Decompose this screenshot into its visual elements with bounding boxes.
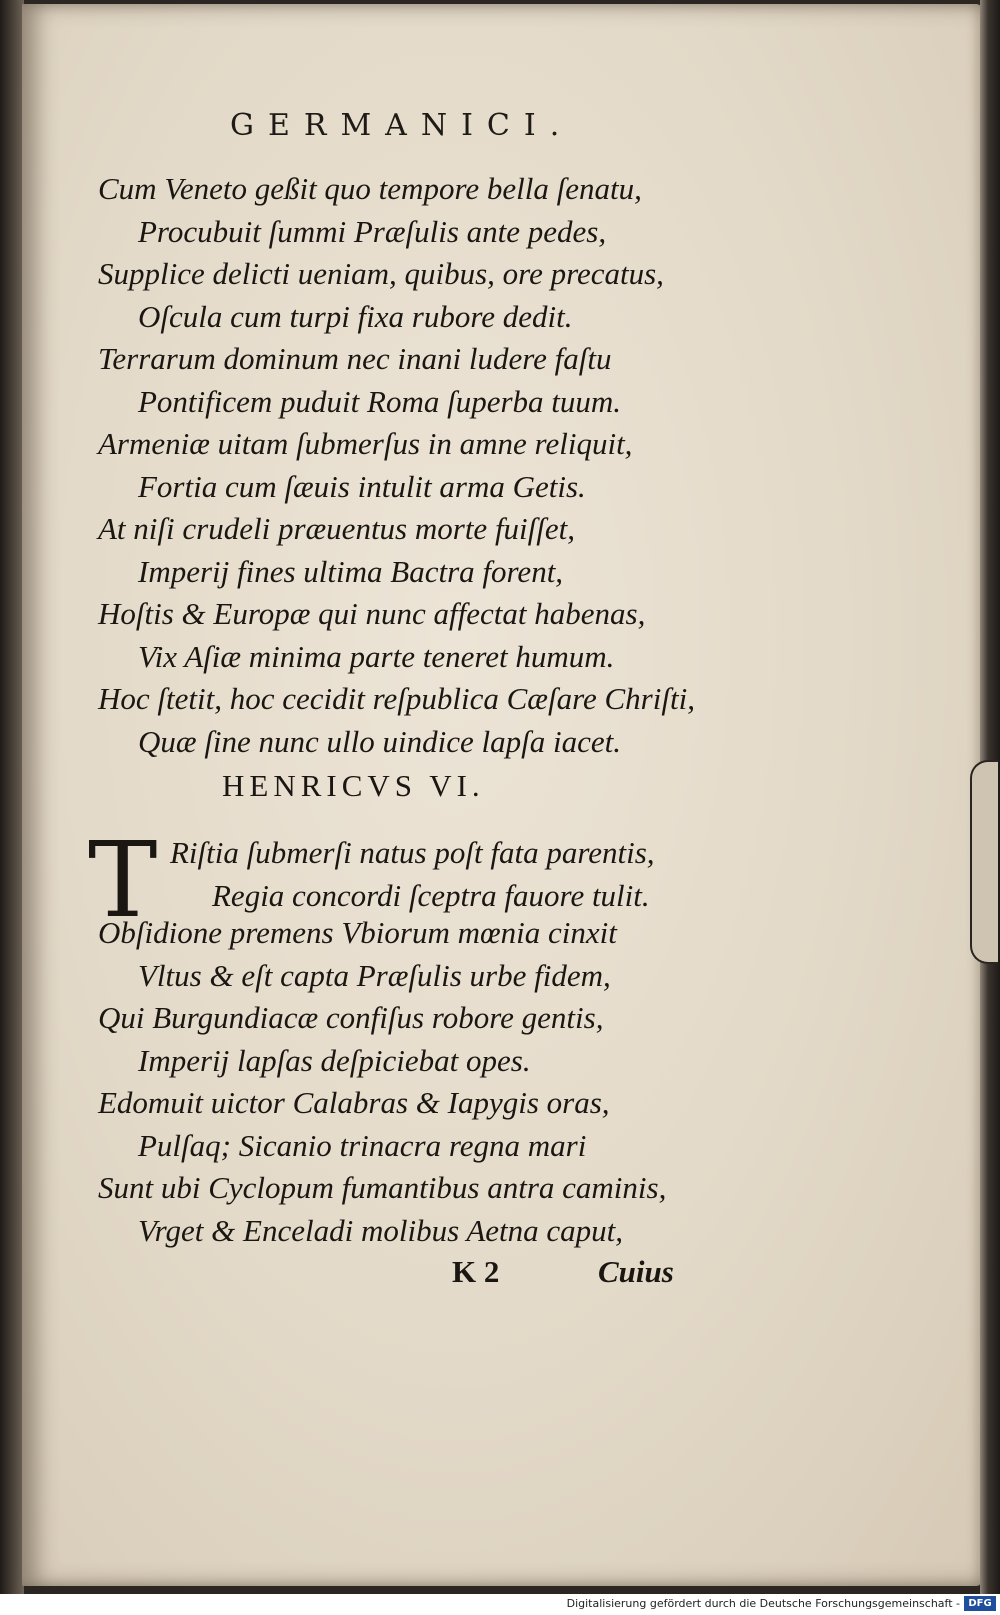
verse-line: Oſcula cum turpi fixa rubore dedit. — [138, 298, 573, 334]
catchword: Cuius — [598, 1254, 674, 1289]
verse-line: Terrarum dominum nec inani ludere faſtu — [98, 341, 612, 376]
verse-line: Pulſaq; Sicanio trinacra regna mari — [138, 1127, 587, 1163]
verse-line: Quæ ſine nunc ullo uindice lapſa iacet. — [138, 723, 621, 759]
verse-line: Vrget & Enceladi molibus Aetna caput, — [138, 1212, 624, 1248]
facing-page-edge — [0, 0, 24, 1594]
dfg-logo: DFG — [964, 1596, 996, 1611]
running-head: GERMANICI. — [230, 108, 574, 143]
verse-line: Sunt ubi Cyclopum fumantibus antra caminis, — [98, 1170, 667, 1205]
verse-line: Riſtia ſubmerſi natus poſt fata parentis, — [170, 835, 655, 870]
drop-cap: T — [88, 819, 158, 941]
verse-line: Pontificem puduit Roma ſuperba tuum. — [138, 383, 622, 419]
verse-line: Hoc ſtetit, hoc cecidit reſpublica Cæſare Chriſti, — [98, 681, 695, 716]
verse-line: Hoſtis & Europæ qui nunc affectat habenas, — [98, 596, 646, 631]
verse-line: Edomuit uictor Calabras & Iapygis oras, — [98, 1085, 610, 1120]
funding-credit: Digitalisierung gefördert durch die Deutsche Forschungsgemeinschaft - — [566, 1597, 960, 1610]
verse-line: Cum Veneto geßit quo tempore bella ſenatu, — [98, 171, 642, 206]
verse-line: At niſi crudeli præuentus morte fuiſſet, — [98, 511, 576, 546]
verse-line: Imperij lapſas deſpiciebat opes. — [138, 1042, 531, 1078]
verse-line: Supplice delicti ueniam, quibus, ore precatus, — [98, 256, 664, 291]
verse-line: Imperij fines ultima Bactra forent, — [138, 553, 564, 589]
page-tab-marker — [970, 760, 998, 964]
signature-mark: K 2 — [452, 1254, 500, 1289]
verse-line: Vix Aſiæ minima parte teneret humum. — [138, 638, 615, 674]
verse-line: Procubuit ſummi Præſulis ante pedes, — [138, 213, 607, 249]
verse-line: Obſidione premens Vbiorum mœnia cinxit — [98, 915, 617, 950]
verse-line: Qui Burgundiacæ confiſus robore gentis, — [98, 1000, 604, 1035]
verse-line: Fortia cum ſæuis intulit arma Getis. — [138, 468, 586, 504]
section-title: HENRICVS VI. — [222, 768, 485, 803]
verse-line: Vltus & eſt capta Præſulis urbe fidem, — [138, 957, 611, 993]
verse-line: Regia concordi ſceptra fauore tulit. — [212, 877, 650, 913]
verse-line: Armeniæ uitam ſubmerſus in amne reliquit, — [98, 426, 633, 461]
